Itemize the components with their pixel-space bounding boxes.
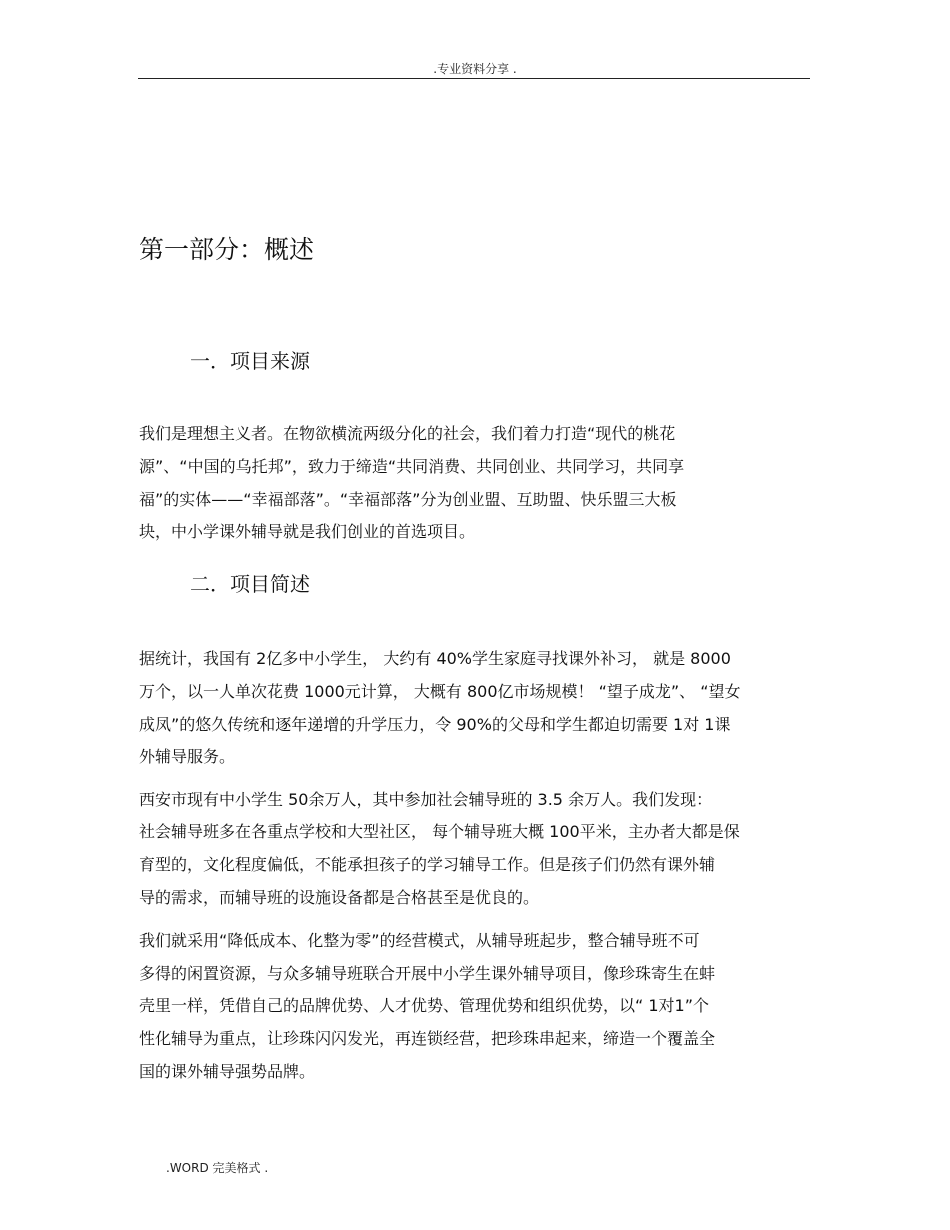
paragraph-line: 福”的实体——“幸福部落”。“幸福部落”分为创业盟、互助盟、快乐盟三大板 — [139, 490, 677, 509]
paragraph-line: 据统计，我国有 2亿多中小学生， 大约有 40%学生家庭寻找课外补习， 就是 8000 — [139, 649, 731, 668]
section-title-source: 一．项目来源 — [190, 349, 310, 373]
paragraph-line: 社会辅导班多在各重点学校和大型社区， 每个辅导班大概 100平米，主办者大都是保 — [139, 822, 740, 841]
paragraph-line: 万个，以一人单次花费 1000元计算， 大概有 800亿市场规模！ “望子成龙”、 “望女 — [139, 682, 741, 701]
paragraph-line: 壳里一样，凭借自己的品牌优势、人才优势、管理优势和组织优势，以“ 1对1”个 — [139, 996, 710, 1015]
section-title-summary: 二．项目简述 — [190, 572, 310, 596]
paragraph-line: 我们是理想主义者。在物欲横流两级分化的社会，我们着力打造“现代的桃花 — [139, 424, 676, 443]
paragraph-line: 西安市现有中小学生 50余万人，其中参加社会辅导班的 3.5 余万人。我们发现： — [139, 790, 713, 809]
header-divider — [138, 78, 810, 79]
paragraph-line: 源”、“中国的乌托邦”，致力于缔造“共同消费、共同创业、共同学习，共同享 — [139, 457, 685, 476]
paragraph-line: 性化辅导为重点，让珍珠闪闪发光，再连锁经营，把珍珠串起来，缔造一个覆盖全 — [139, 1029, 716, 1048]
paragraph-line: 外辅导服务。 — [139, 747, 236, 766]
page-footer: .WORD 完美格式 . — [166, 1161, 269, 1175]
paragraph-line: 成凤”的悠久传统和逐年递增的升学压力，令 90%的父母和学生都迫切需要 1对 1课 — [139, 715, 731, 734]
paragraph-line: 多得的闲置资源，与众多辅导班联合开展中小学生课外辅导项目，像珍珠寄生在蚌 — [139, 964, 716, 983]
page-header: .专业资料分享 . — [433, 62, 517, 76]
paragraph-line: 我们就采用“降低成本、化整为零”的经营模式，从辅导班起步，整合辅导班不可 — [139, 931, 700, 950]
paragraph-line: 育型的，文化程度偏低，不能承担孩子的学习辅导工作。但是孩子们仍然有课外辅 — [139, 855, 716, 874]
paragraph-line: 块，中小学课外辅导就是我们创业的首选项目。 — [139, 522, 476, 541]
paragraph-line: 导的需求，而辅导班的设施设备都是合格甚至是优良的。 — [139, 888, 540, 907]
part-heading: 第一部分：概述 — [139, 235, 315, 264]
paragraph-line: 国的课外辅导强势品牌。 — [139, 1062, 316, 1081]
